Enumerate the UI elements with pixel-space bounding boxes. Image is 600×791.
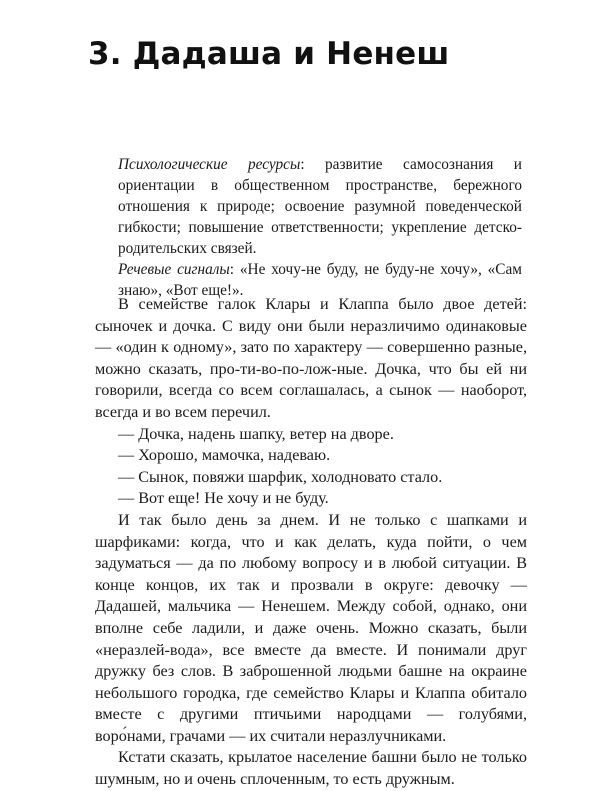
body-paragraph: И так было день за днем. И не только с шапками и шарфиками: когда, что и как делать, куда пойти, о чем задуматься — да по любому вопросу и в любой ситуации. В конце концов, их так и прозвали в округе: девочку — Дадашей, мальчика — Ненешем. Между собой, однако, они вполне себе ладили, и даже очень. Можно сказать, были «неразлей-вода», все вместе да вместе. И понимали друг дружку без слов. В заброшенной людьми башне на окраине небольшого городка, где семейство Клары и Клаппа обитало вместе с другими птичьими народцами — голубями, воро́нами, грачами — их считали неразлучниками. bbox=[95, 510, 527, 745]
resources-paragraph bbox=[118, 154, 522, 259]
chapter-abstract bbox=[118, 154, 522, 301]
dialogue-line: — Вот еще! Не хочу и не буду. bbox=[118, 489, 329, 508]
dialogue-line: — Дочка, надень шапку, ветер на дворе. bbox=[118, 424, 394, 443]
resources-text: : развитие самосознания и ориентации в общественном пространстве, бережного отношения к природе; освоение разумной поведенческой гибкости; повышение ответственности; укрепление детско-родительских связей. bbox=[118, 156, 522, 257]
body-paragraph: В семействе галок Клары и Клаппа было двое детей: сыночек и дочка. С виду они были неразличимо одинаковые — «один к одному», зато по характеру — совершенно разные, можно сказать, про-ти-во-по-лож-ные. Дочка, что бы ей ни говорили, всегда со всем соглашалась, а сынок — наоборот, всегда и во всем перечил. bbox=[95, 295, 527, 421]
chapter-body bbox=[95, 294, 527, 791]
body-paragraph: Кстати сказать, крылатое население башни было не только шумным, но и очень сплоченным, то есть дружным. bbox=[95, 748, 527, 789]
dialogue-line: — Сынок, повяжи шарфик, холодновато стало. bbox=[118, 467, 443, 486]
signals-text: : «Не хочу-не буду, не буду-не хочу», «Сам знаю», «Вот еще!». bbox=[118, 261, 522, 299]
resources-label: Психологические ресурсы bbox=[118, 156, 301, 173]
dialogue-line: — Хорошо, мамочка, надеваю. bbox=[118, 446, 331, 465]
chapter-title: 3. Дадаша и Ненеш bbox=[88, 36, 450, 72]
signals-label: Речевые сигналы bbox=[118, 261, 230, 278]
